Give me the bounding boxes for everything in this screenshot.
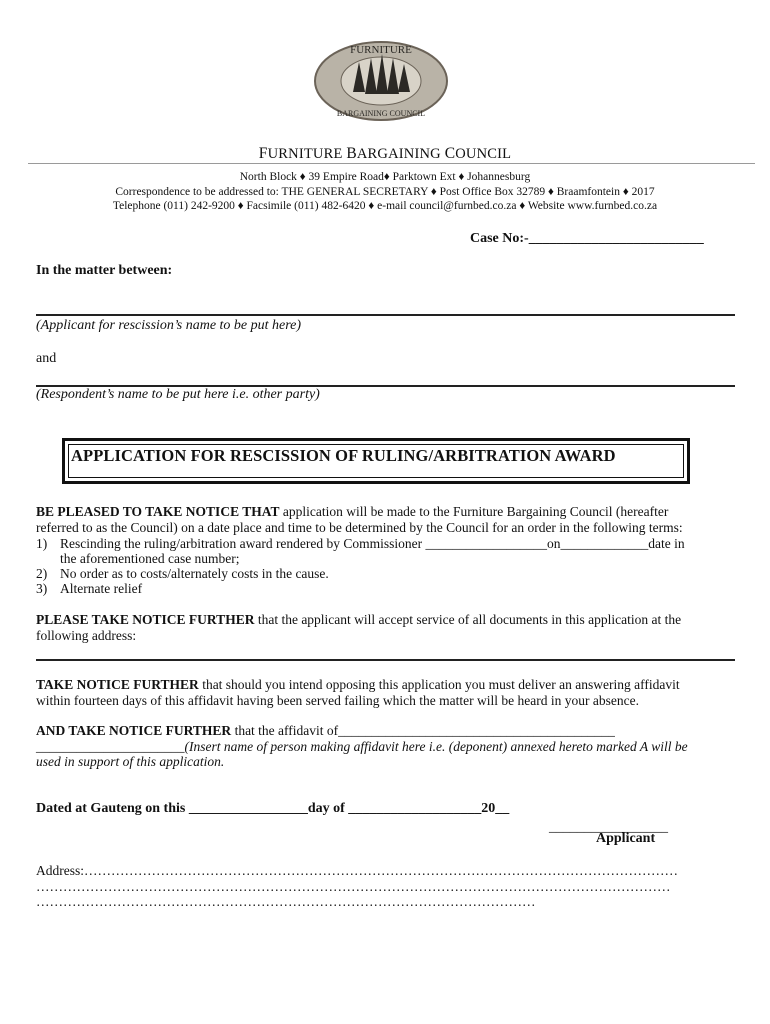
applicant-label: Applicant [596, 831, 656, 846]
order-item-3: 3) Alternate relief [36, 581, 143, 596]
service-address-line[interactable] [36, 659, 735, 661]
council-title: FURNITURE BARGAINING COUNCIL [258, 145, 512, 162]
order-item-1[interactable]: 1) Rescinding the ruling/arbitration award rendered by Commissioner __________________on_____________date in [36, 536, 685, 551]
applicant-signature-line[interactable]: _________________ [549, 820, 668, 835]
order-item-1-continued: the aforementioned case number; [60, 551, 240, 566]
opposition-paragraph: TAKE NOTICE FURTHER that should you intend opposing this application you must deliver an answering affidavit within fourteen days of this affidavit having been served failing which the matter will be heard in your absence. [36, 677, 680, 708]
document-title: APPLICATION FOR RESCISSION OF RULING/ARBITRATION AWARD [71, 446, 616, 465]
address-line-2: Correspondence to be addressed to: THE GENERAL SECRETARY ♦ Post Office Box 32789 ♦ Braamfontein ♦ 2017 [115, 186, 655, 198]
notice-paragraph: BE PLEASED TO TAKE NOTICE THAT application will be made to the Furniture Bargaining Council (hereafter referred to as the Council) on a date place and time to be determined by the Council for an order in the following terms: [36, 504, 683, 535]
dated-field[interactable]: Dated at Gauteng on this _________________day of ___________________20__ [36, 801, 510, 816]
logo-ring-bottom-text: BARGAINING COUNCIL [336, 109, 426, 118]
service-address-paragraph: PLEASE TAKE NOTICE FURTHER that the applicant will accept service of all documents in this application at the following address: [36, 612, 682, 643]
order-item-2: 2) No order as to costs/alternately costs in the cause. [36, 566, 329, 581]
respondent-name-label: (Respondent’s name to be put here i.e. other party) [36, 387, 320, 402]
address-field-line-3[interactable]: ………………………………………………………………………………………………… [36, 894, 536, 909]
applicant-name-label: (Applicant for rescission’s name to be put here) [36, 318, 302, 333]
matter-between-heading: In the matter between: [36, 263, 173, 278]
notice-lead: BE PLEASED TO TAKE NOTICE THAT [36, 504, 280, 519]
address-line-3: Telephone (011) 242-9200 ♦ Facsimile (011) 482-6420 ♦ e-mail council@furnbed.co.za ♦ Website www.furnbed.co.za [112, 200, 658, 212]
affidavit-paragraph[interactable]: AND TAKE NOTICE FURTHER that the affidavit of_________________________________________ ______________________(Insert name of person making affidavit here i.e. (deponent) annexed hereto marked A will be used in support of this application. [36, 723, 688, 769]
and-text: and [36, 351, 57, 366]
address-field-line-2[interactable]: …………………………………………………………………………………………………………………………… [36, 879, 671, 894]
address-line-1: North Block ♦ 39 Empire Road♦ Parktown Ext ♦ Johannesburg [239, 171, 531, 183]
logo-ring-top-text: FURNITURE [350, 44, 412, 56]
case-number-field[interactable]: Case No:-_________________________ [470, 231, 704, 246]
applicant-name-line[interactable] [36, 314, 735, 316]
address-field-line-1[interactable]: Address:…………………………………………………………………………………………………………………… [36, 863, 678, 878]
header-divider [28, 163, 755, 164]
council-logo-icon [313, 40, 449, 122]
